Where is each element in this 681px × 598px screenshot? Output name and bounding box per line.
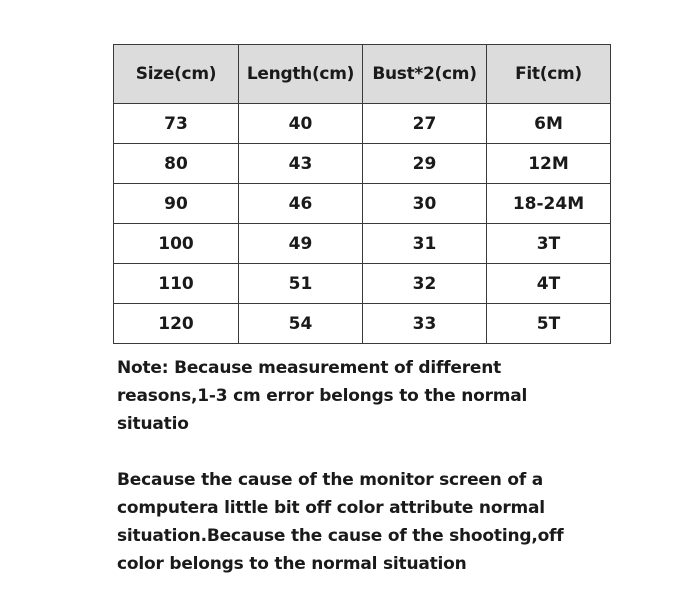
cell-fit: 12M [487,144,611,184]
header-length: Length(cm) [239,45,363,104]
size-chart-table [113,44,611,344]
color-note: Because the cause of the monitor screen of a computera little bit off color attribute normal situation.Because the cause of the shooting,off color belongs to the normal situation [117,470,564,574]
cell-size: 100 [114,224,239,264]
cell-fit: 18-24M [487,184,611,224]
table-row [114,304,611,344]
cell-length: 46 [239,184,363,224]
table-row [114,224,611,264]
table-row [114,264,611,304]
cell-size: 90 [114,184,239,224]
cell-size: 110 [114,264,239,304]
cell-length: 40 [239,104,363,144]
table-row [114,184,611,224]
header-bust: Bust*2(cm) [363,45,487,104]
cell-bust: 31 [363,224,487,264]
cell-bust: 32 [363,264,487,304]
cell-length: 54 [239,304,363,344]
cell-size: 73 [114,104,239,144]
cell-bust: 29 [363,144,487,184]
header-fit: Fit(cm) [487,45,611,104]
table-header-row [114,45,611,104]
table-row [114,104,611,144]
cell-length: 51 [239,264,363,304]
cell-fit: 6M [487,104,611,144]
header-size: Size(cm) [114,45,239,104]
cell-size: 120 [114,304,239,344]
cell-fit: 5T [487,304,611,344]
cell-size: 80 [114,144,239,184]
measurement-note: Note: Because measurement of different reasons,1-3 cm error belongs to the normal situatio [117,358,528,434]
notes-section [117,354,587,578]
cell-fit: 4T [487,264,611,304]
cell-bust: 27 [363,104,487,144]
cell-length: 49 [239,224,363,264]
cell-bust: 30 [363,184,487,224]
cell-fit: 3T [487,224,611,264]
table-row [114,144,611,184]
cell-length: 43 [239,144,363,184]
cell-bust: 33 [363,304,487,344]
